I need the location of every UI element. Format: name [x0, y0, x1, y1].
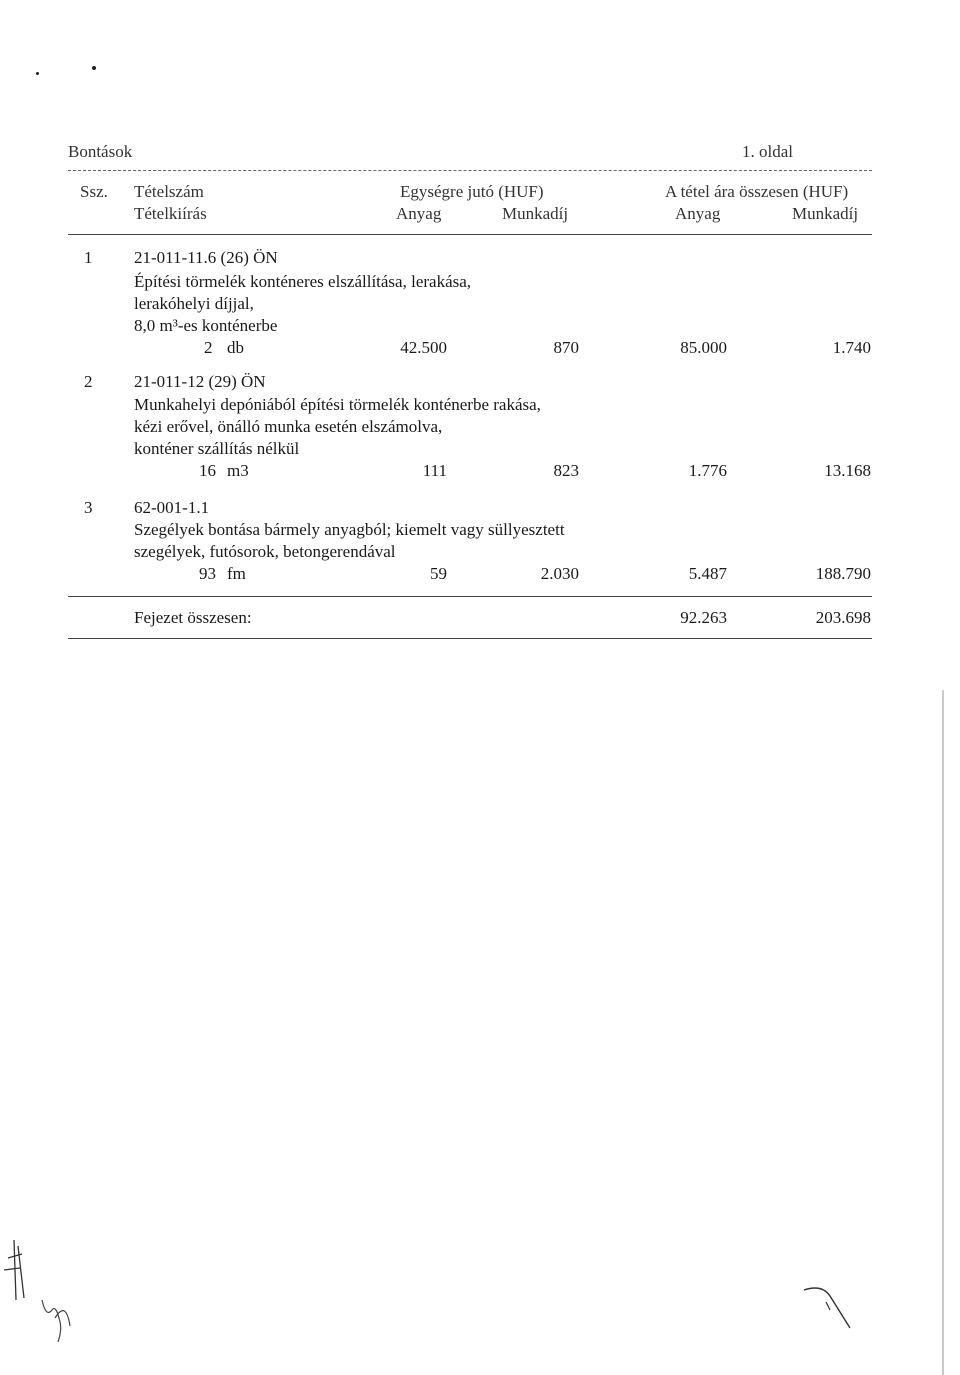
section-title: Bontások: [68, 142, 133, 161]
summary-label: Fejezet összesen:: [134, 608, 252, 627]
column-header-unit-price: Egységre jutó (HUF): [400, 182, 544, 201]
column-header-unit-labour: Munkadíj: [502, 204, 569, 223]
item-total-material: 85.000: [680, 338, 727, 357]
summary-total-material: 92.263: [680, 608, 727, 627]
item-unit-material: 59: [430, 564, 447, 583]
item-description-line: Építési törmelék konténeres elszállítása, lerakása,: [134, 272, 472, 291]
item-description-line: szegélyek, futósorok, betongerendával: [134, 542, 396, 561]
item-description-line: Munkahelyi depóniából építési törmelék konténerbe rakása,: [134, 395, 541, 414]
item-ssz: 2: [84, 372, 93, 391]
item-description-line: lerakóhelyi díjjal,: [134, 294, 254, 313]
item-unit: db: [227, 338, 244, 357]
item-unit-material: 111: [422, 461, 447, 480]
item-unit-labour: 2.030: [540, 564, 579, 583]
column-header-unit-material: Anyag: [396, 204, 442, 223]
handwritten-signature-mark: [42, 1300, 70, 1342]
page-number: 1. oldal: [742, 142, 793, 161]
item-quantity: 2: [204, 338, 213, 357]
column-header-total-price: A tétel ára összesen (HUF): [665, 182, 849, 201]
column-header-total-labour: Munkadíj: [792, 204, 859, 223]
item-code: 21-011-12 (29) ÖN: [134, 372, 266, 391]
item-total-labour: 188.790: [815, 564, 871, 583]
item-description-line: kézi erővel, önálló munka esetén elszámolva,: [134, 417, 443, 436]
item-unit-labour: 823: [553, 461, 579, 480]
column-header-item-number: Tételszám: [134, 182, 204, 201]
item-total-material: 1.776: [688, 461, 727, 480]
item-quantity: 16: [199, 461, 216, 480]
handwritten-stroke-mark: [804, 1288, 850, 1328]
item-code: 21-011-11.6 (26) ÖN: [134, 248, 278, 267]
item-total-labour: 1.740: [832, 338, 871, 357]
column-header-total-material: Anyag: [675, 204, 721, 223]
column-header-item-description: Tételkiírás: [134, 204, 207, 223]
column-header-ssz: Ssz.: [80, 182, 108, 201]
item-ssz: 3: [84, 498, 93, 517]
handwritten-tick-mark: [826, 1302, 830, 1310]
item-ssz: 1: [84, 248, 93, 267]
item-description-line: Szegélyek bontása bármely anyagból; kiemelt vagy süllyesztett: [134, 520, 565, 539]
item-code: 62-001-1.1: [134, 498, 210, 517]
item-unit: fm: [227, 564, 246, 583]
item-total-material: 5.487: [688, 564, 727, 583]
handwritten-initial-mark: [4, 1240, 24, 1300]
item-unit-labour: 870: [553, 338, 579, 357]
summary-total-labour: 203.698: [815, 608, 871, 627]
item-unit: m3: [227, 461, 249, 480]
item-quantity: 93: [199, 564, 216, 583]
item-description-line: 8,0 m³-es konténerbe: [134, 316, 278, 335]
item-total-labour: 13.168: [824, 461, 871, 480]
item-description-line: konténer szállítás nélkül: [134, 439, 300, 458]
item-unit-material: 42.500: [400, 338, 447, 357]
